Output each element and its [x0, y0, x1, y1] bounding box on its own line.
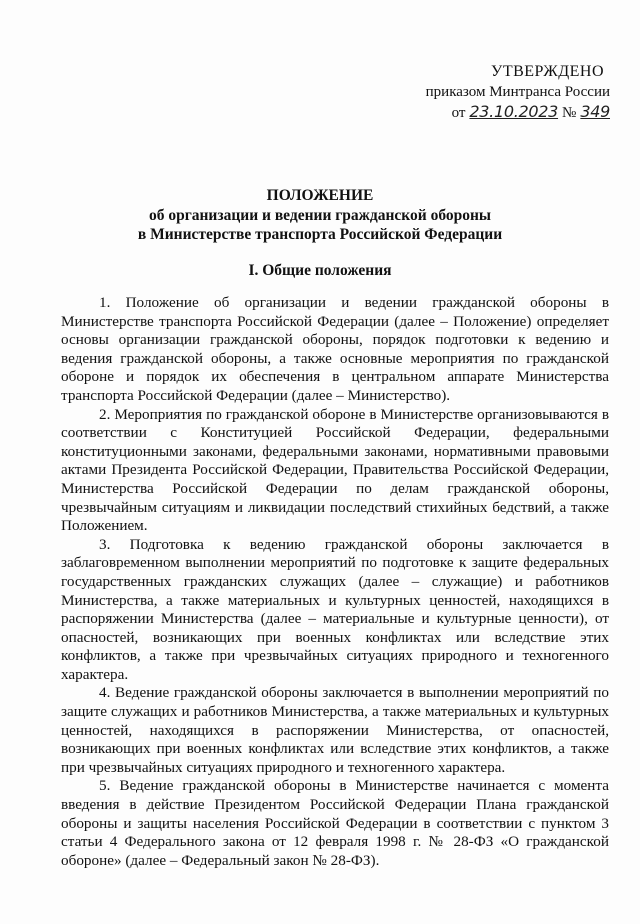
paragraph-2: 2. Мероприятия по гражданской обороне в Министерстве организовываются в соответствии с Конституцией Российской Федерации, федеральными конституционными законами, федеральными законами, нормативными правовыми актами Президента Российской Федерации, Правительства Российской Федерации, Министерства Российской Федерации по делам гражданской обороны, чрезвычайным ситуациям и ликвидации последствий стихийных бедствий, а также Положением.: [61, 405, 609, 535]
date-prefix: от: [451, 105, 466, 121]
approval-block: [410, 62, 610, 123]
order-line: [410, 102, 610, 123]
paragraph-5: 5. Ведение гражданской обороны в Министерстве начинается с момента введения в действие Президентом Российской Федерации Плана гражданской обороны и защиты населения Российской Федерации в соответствии с пунктом 3 статьи 4 Федерального закона от 12 февраля 1998 г. № 28-ФЗ «О гражданской обороне» (далее – Федеральный закон № 28-ФЗ).: [61, 777, 609, 869]
number-prefix: №: [562, 105, 577, 121]
paragraph-4: 4. Ведение гражданской обороны заключается в выполнении мероприятий по защите служащих и работников Министерства, а также материальных и культурных ценностей, находящихся в распоряжении Министерства, от опасностей, возникающих при военных конфликтах или вследствие этих конфликтов, а также при чрезвычайных ситуациях природного и техногенного характера.: [61, 684, 609, 776]
paragraph-1: 1. Положение об организации и ведении гражданской обороны в Министерстве транспорта Российской Федерации (далее – Положение) определяет основы организации гражданской обороны, порядок подготовки к ведению и ведения гражданской обороны, а также основные мероприятия по гражданской обороне и порядок их обеспечения в центральном аппарате Министерства транспорта Российской Федерации (далее – Министерство).: [61, 294, 609, 404]
approval-stamp: УТВЕРЖДЕНО: [490, 63, 604, 80]
order-date-handwritten: 23.10.2023: [469, 102, 559, 121]
title-line-3: в Министерстве транспорта Российской Федерации: [137, 226, 503, 243]
approval-issuer: приказом Минтранса России: [425, 84, 610, 100]
paragraph-3: 3. Подготовка к ведению гражданской обороны заключается в заблаговременном выполнении мероприятий по подготовке к защите федеральных государственных гражданских служащих (далее – служащие) и работников Министерства, а также материальных и культурных ценностей, находящихся в распоряжении Министерства (далее – материальные и культурные ценности), от опасностей, возникающих при военных конфликтах или вследствие этих конфликтов, а также при чрезвычайных ситуациях природного и техногенного характера.: [61, 535, 609, 683]
title-main: ПОЛОЖЕНИЕ: [266, 187, 374, 204]
section-heading: I. Общие положения: [248, 262, 392, 279]
document-body: [61, 294, 609, 870]
title-line-2: об организации и ведении гражданской обороны: [148, 206, 492, 224]
document-title: [60, 186, 580, 245]
order-number-handwritten: 349: [580, 102, 610, 121]
